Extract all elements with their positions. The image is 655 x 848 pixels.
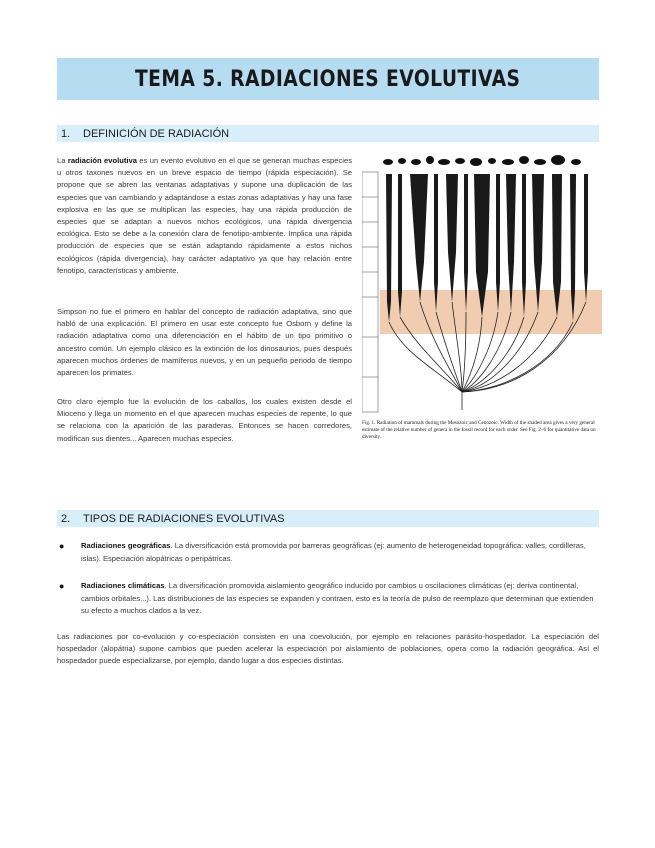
section-title: DEFINICIÓN DE RADIACIÓN — [83, 127, 230, 140]
paragraph-radiacion-evolutiva: La radiación evolutiva es un evento evolutivo en el que se generan muchas especies u otros taxones nuevos en un breve espacio de tiempo (rápida especiación). Se propone que se abren las ventanas adaptativas y supone una duplicación de las especies que van cambiando y adaptándose a estas zonas adaptativas y hay una fase explosiva en las que se multiplican las especies, hay una rápida producción de especies que se adaptan a nuevos nichos ecológicos, una rápida divergencia ecológica. Esto se debe a la conexión clara de fenotipo-ambiente. Implica una rápida producción de especies que se están adaptando rápidamente a estos nichos ecológicos (rápida divergencia), hay carácter adaptativo ya que hay relación entre fenotipo, características y ambiente. — [57, 156, 352, 275]
highlight-band — [380, 290, 602, 334]
mammal-radiation-diagram — [362, 152, 602, 417]
page-title: TEMA 5. RADIACIONES EVOLUTIVAS — [135, 66, 521, 92]
title-banner — [57, 58, 599, 100]
bullet-radiaciones-climaticas — [57, 580, 599, 618]
section-header-definicion — [57, 125, 599, 142]
time-scale-column — [362, 172, 378, 412]
figure-caption: Fig. 1. Radiation of mammals during the Mesozoic and Cenozoic. Width of the shaded area gives a very general estimate of the relative number of genera in the fossil record for each order. See Fig. 2–6 for quantitative data on diversity. — [362, 420, 596, 440]
term-radiacion-evolutiva: radiación evolutiva — [67, 156, 137, 165]
paragraph-simpson: Simpson no fue el primero en hablar del concepto de radiación adaptativa, sino que habló de una explicación. El primero en usar este concepto fue Osborn y define la radiación adaptativa como una diferenciación en el hábito de un tipo primitivo o ancestro común. Un ejemplo clásico es la extinción de los dinosaurios, pues después aparecen muchos órdenes de mamíferos nuevos, y en un pequeño periodo de tiempo aparecen los primates. — [57, 307, 352, 378]
section-title: TIPOS DE RADIACIONES EVOLUTIVAS — [83, 512, 285, 525]
bullet-text: Radiaciones climáticas. La diversificación promovida aislamiento geográfico inducido por cambios u oscilaciones climáticas (ej: deriva continental, cambios orbitales...). Las distribuciones de las especies se expanden y contraen, esto es la teoría de pulso de reemplazo que determinan que extienden su efecto a muchos clados a la vez. — [81, 581, 594, 615]
term-radiaciones-climaticas: Radiaciones climáticas — [81, 581, 165, 590]
section-number: 1. — [61, 127, 71, 140]
bullet-text: Radiaciones geográficas. La diversificación está promovida por barreras geográficas (ej: aumento de heterogeneidad topográfica: valles, cordilleras, islas). Especiación alopátricas o peripátricas. — [81, 541, 586, 563]
animal-silhouettes — [383, 155, 581, 166]
term-radiaciones-geograficas: Radiaciones geográficas — [81, 541, 171, 550]
bullet-dot: ● — [59, 541, 65, 551]
mammal-radiation-figure — [362, 152, 602, 447]
paragraph-caballos: Otro claro ejemplo fue la evolución de los caballos, los cuales existen desde el Mioceno y llega un momento en el que aparecen muchas especies de repente, lo que se relaciona con la aparición de las paraderas. Entonces se hacen corredores, modifican sus dientes... Aparecen muchas especies. — [57, 397, 352, 443]
paragraph-coevolucion: Las radiaciones por co-evolución y co-especiación consisten en una coevolución, por ejemplo en relaciones parásito-hospedador. La especiación del hospedador (alopátria) supone cambios que pueden acelerar la especiación por aislamiento de poblaciones, opera como la radiación geográfica. Así el hospedador puede especializarse, por ejemplo, dando lugar a dos especies distintas. — [57, 632, 599, 666]
bullet-dot: ● — [59, 581, 65, 591]
section-number: 2. — [61, 512, 71, 525]
bullet-radiaciones-geograficas — [57, 540, 599, 565]
section-header-tipos — [57, 510, 599, 527]
